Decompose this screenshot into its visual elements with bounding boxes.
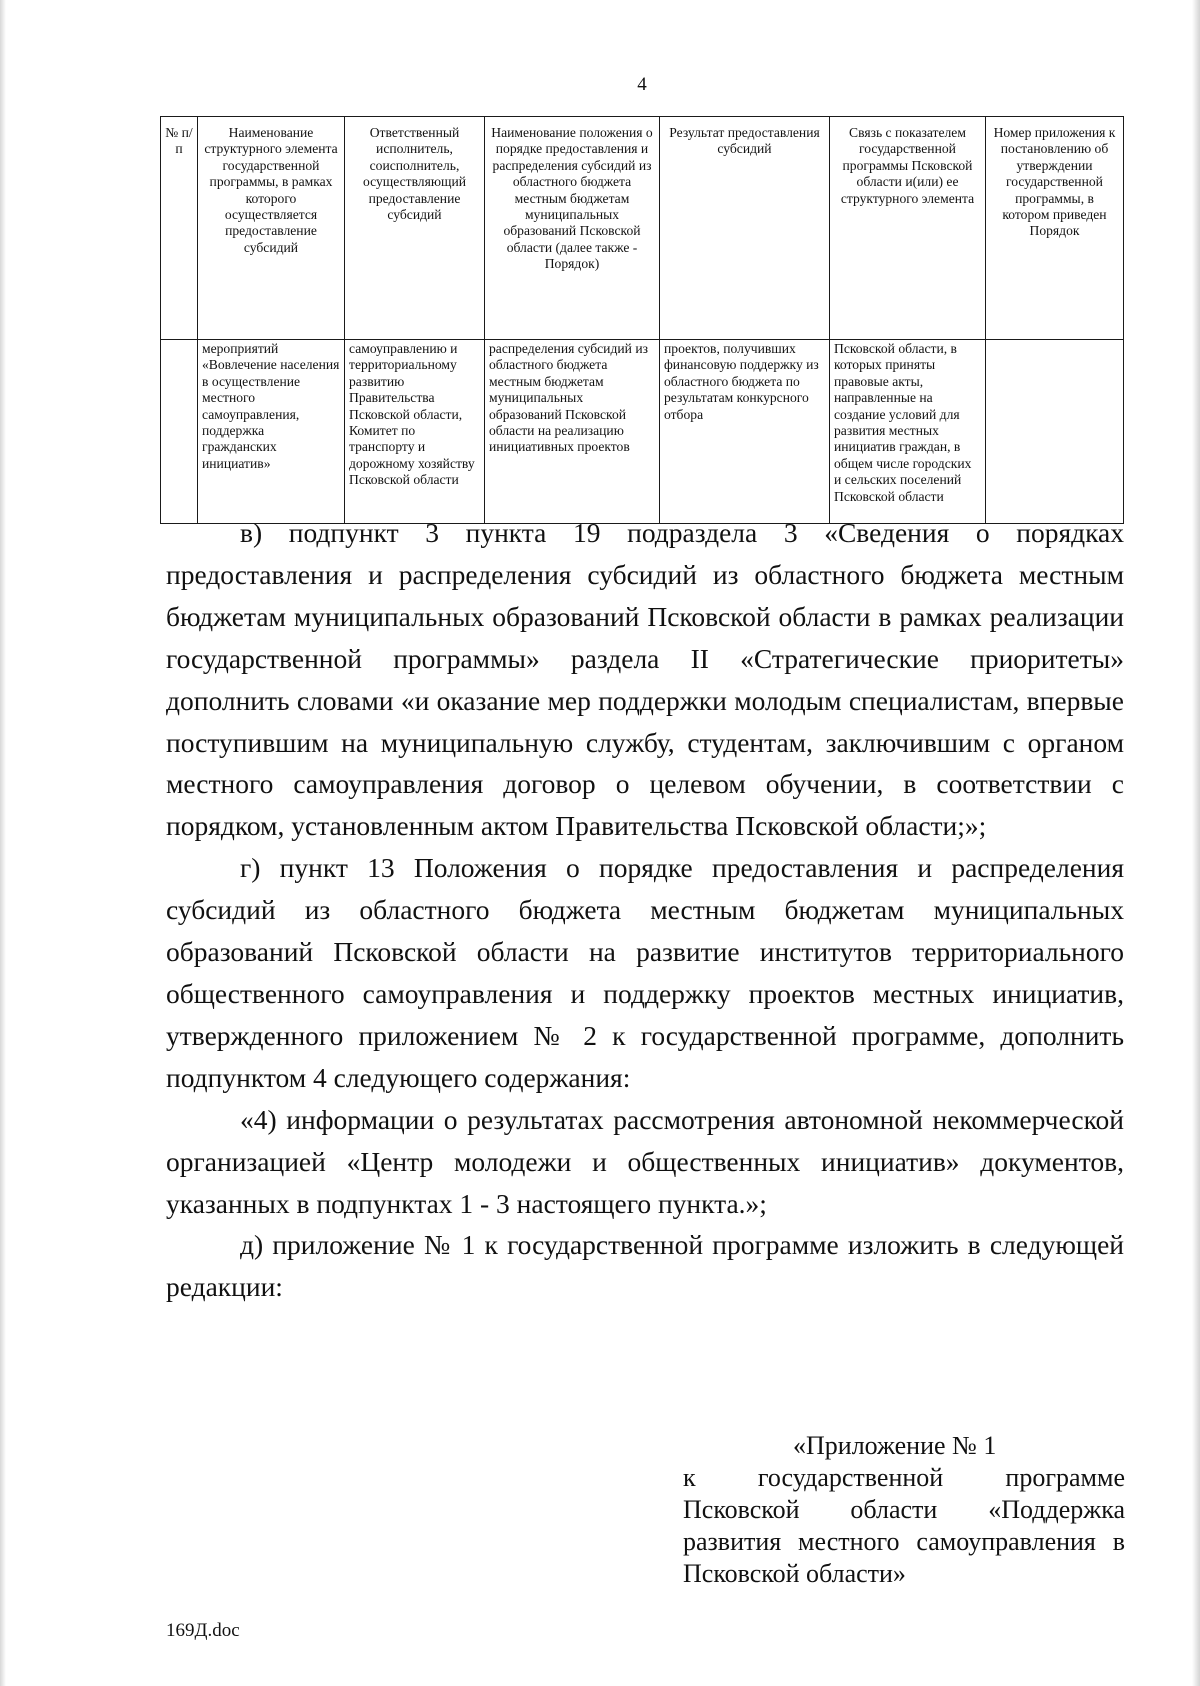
table-header-row: [161, 117, 1124, 340]
table-header-cell: Связь с показателем государственной программы Псковской области и(или) ее структурного элемента: [830, 117, 986, 340]
table-cell: мероприятий «Вовлечение населения в осуществление местного самоуправления, поддержка гражданских инициатив»: [198, 340, 345, 524]
file-name: 169Д.doc: [166, 1620, 240, 1641]
paragraph-g: г) пункт 13 Положения о порядке предоставления и распределения субсидий из областного бюджета местным бюджетам муниципальных образований Псковской области на развитие институтов территориального общественного самоуправления и поддержку проектов местных инициатив, утвержденного приложением № 2 к государственной программе, дополнить подпунктом 4 следующего содержания:: [166, 852, 1124, 1093]
table-cell: распределения субсидий из областного бюджета местным бюджетам муниципальных образований Псковской области на реализацию инициативных проектов: [485, 340, 660, 524]
body-text: [166, 512, 1124, 1308]
appendix-body: к государственной программе Псковской области «Поддержка развития местного самоуправления в Псковской области»: [683, 1463, 1125, 1588]
paragraph-d: д) приложение № 1 к государственной программе изложить в следующей редакции:: [166, 1229, 1124, 1303]
table-header-cell: Наименование структурного элемента государственной программы, в рамках которого осуществляется предоставление субсидий: [198, 117, 345, 340]
table-header-cell: Наименование положения о порядке предоставления и распределения субсидий из областного бюджета местным бюджетам муниципальных образований Псковской области (далее также - Порядок): [485, 117, 660, 340]
appendix-title: «Приложение № 1: [793, 1431, 997, 1460]
table-cell: Псковской области, в которых приняты правовые акты, направленные на создание условий для развития местных инициатив граждан, в общем числе городских и сельских поселений Псковской области: [830, 340, 986, 524]
table-row: [161, 340, 1124, 524]
table-header-cell: Ответственный исполнитель, соисполнитель, осуществляющий предоставление субсидий: [345, 117, 485, 340]
table-cell: проектов, получивших финансовую поддержку из областного бюджета по результатам конкурсного отбора: [660, 340, 830, 524]
paragraph-subpoint-4: «4) информации о результатах рассмотрения автономной некоммерческой организацией «Центр молодежи и общественных инициатив» документов, указанных в подпунктах 1 - 3 настоящего пункта.»;: [166, 1103, 1124, 1219]
paragraph-v: в) подпункт 3 пункта 19 подраздела 3 «Сведения о порядках предоставления и распределения субсидий из областного бюджета местным бюджетам муниципальных образований Псковской области в рамках реализации государственной программы» раздела II «Стратегические приоритеты» дополнить словами «и оказание мер поддержки молодым специалистам, впервые поступившим на муниципальную службу, студентам, заключившим с органом местного самоуправления договор о целевом обучении, в соответствии с порядком, установленным актом Правительства Псковской области;»;: [166, 517, 1124, 842]
table-header-cell: Номер приложения к постановлению об утверждении государственной программы, в котором приведен Порядок: [986, 117, 1124, 340]
scan-edge-right: [1192, 0, 1200, 1686]
table-cell: [986, 340, 1124, 524]
table-header-cell: Результат предоставления субсидий: [660, 117, 830, 340]
page-number: 4: [637, 74, 647, 95]
table-header-cell: № п/п: [161, 117, 198, 340]
table-cell: самоуправлению и территориальному развитию Правительства Псковской области, Комитет по транспорту и дорожному хозяйству Псковской области: [345, 340, 485, 524]
subsidy-table: [160, 116, 1124, 524]
appendix-note: [683, 1430, 1125, 1590]
scan-edge-left: [0, 0, 6, 1686]
table-cell: [161, 340, 198, 524]
